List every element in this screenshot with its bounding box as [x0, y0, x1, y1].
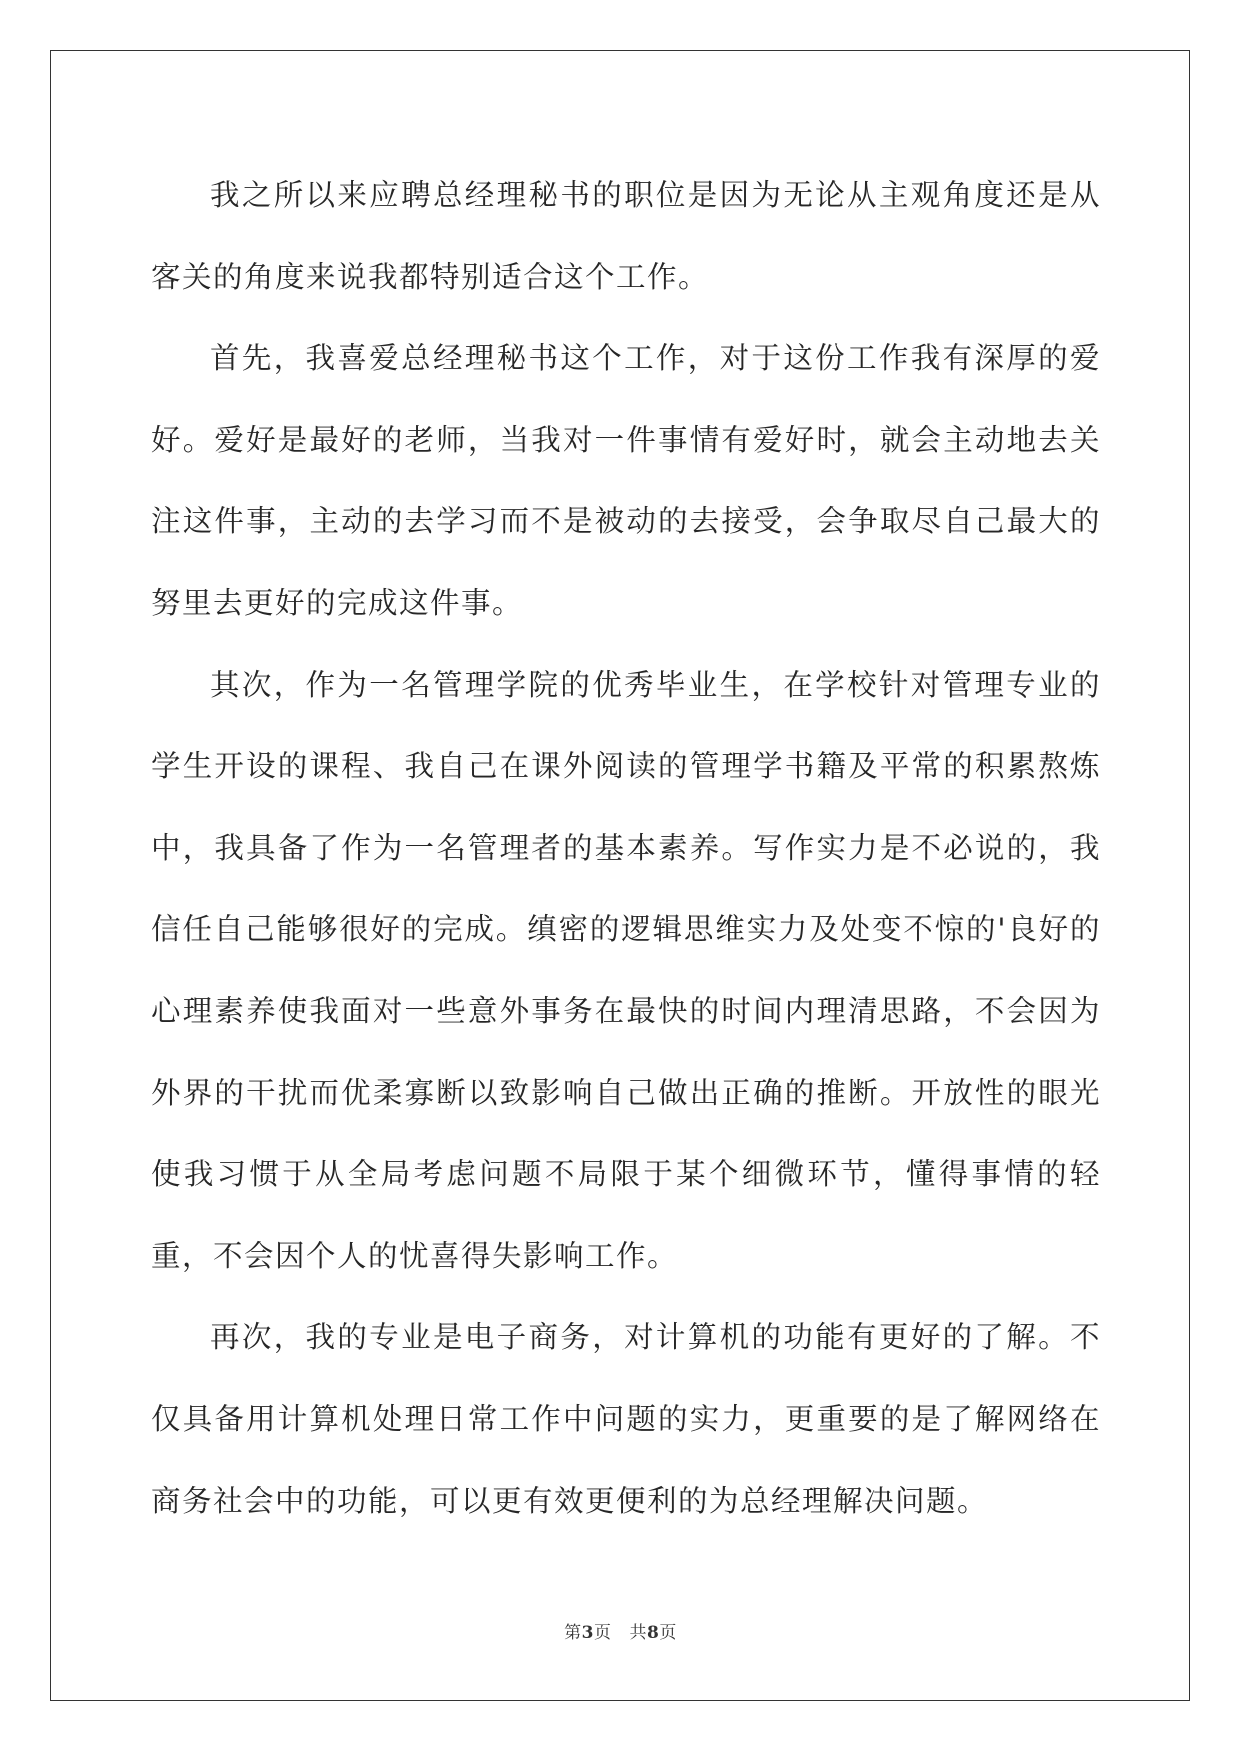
paragraph: 首先，我喜爱总经理秘书这个工作，对于这份工作我有深厚的爱好。爱好是最好的老师，当我对一件事情有爱好时，就会主动地去关注这件事，主动的去学习而不是被动的去接受，会争取尽自己最大的努里去更好的完成这件事。: [151, 341, 1101, 620]
page-prefix: 第: [564, 1623, 582, 1643]
document-body: [151, 155, 1101, 1542]
page-suffix: 页: [594, 1623, 612, 1643]
total-prefix: 共: [629, 1623, 647, 1643]
paragraph: 其次，作为一名管理学院的优秀毕业生，在学校针对管理专业的学生开设的课程、我自己在课外阅读的管理学书籍及平常的积累熬炼中，我具备了作为一名管理者的基本素养。写作实力是不必说的，我信任自己能够很好的完成。缜密的逻辑思维实力及处变不惊的'良好的心理素养使我面对一些意外事务在最快的时间内理清思路，不会因为外界的干扰而优柔寡断以致影响自己做出正确的推断。开放性的眼光使我习惯于从全局考虑问题不局限于某个细微环节，懂得事情的轻重，不会因个人的忧喜得失影响工作。: [151, 667, 1101, 1273]
paragraph: 我之所以来应聘总经理秘书的职位是因为无论从主观角度还是从客关的角度来说我都特别适合这个工作。: [151, 178, 1101, 294]
page-footer: [0, 1618, 1241, 1643]
total-suffix: 页: [659, 1623, 677, 1643]
paragraph: 再次，我的专业是电子商务，对计算机的功能有更好的了解。不仅具备用计算机处理日常工作中问题的实力，更重要的是了解网络在商务社会中的功能，可以更有效更便利的为总经理解决问题。: [151, 1320, 1101, 1518]
total-pages-number: 8: [647, 1623, 660, 1643]
current-page-number: 3: [581, 1623, 594, 1643]
